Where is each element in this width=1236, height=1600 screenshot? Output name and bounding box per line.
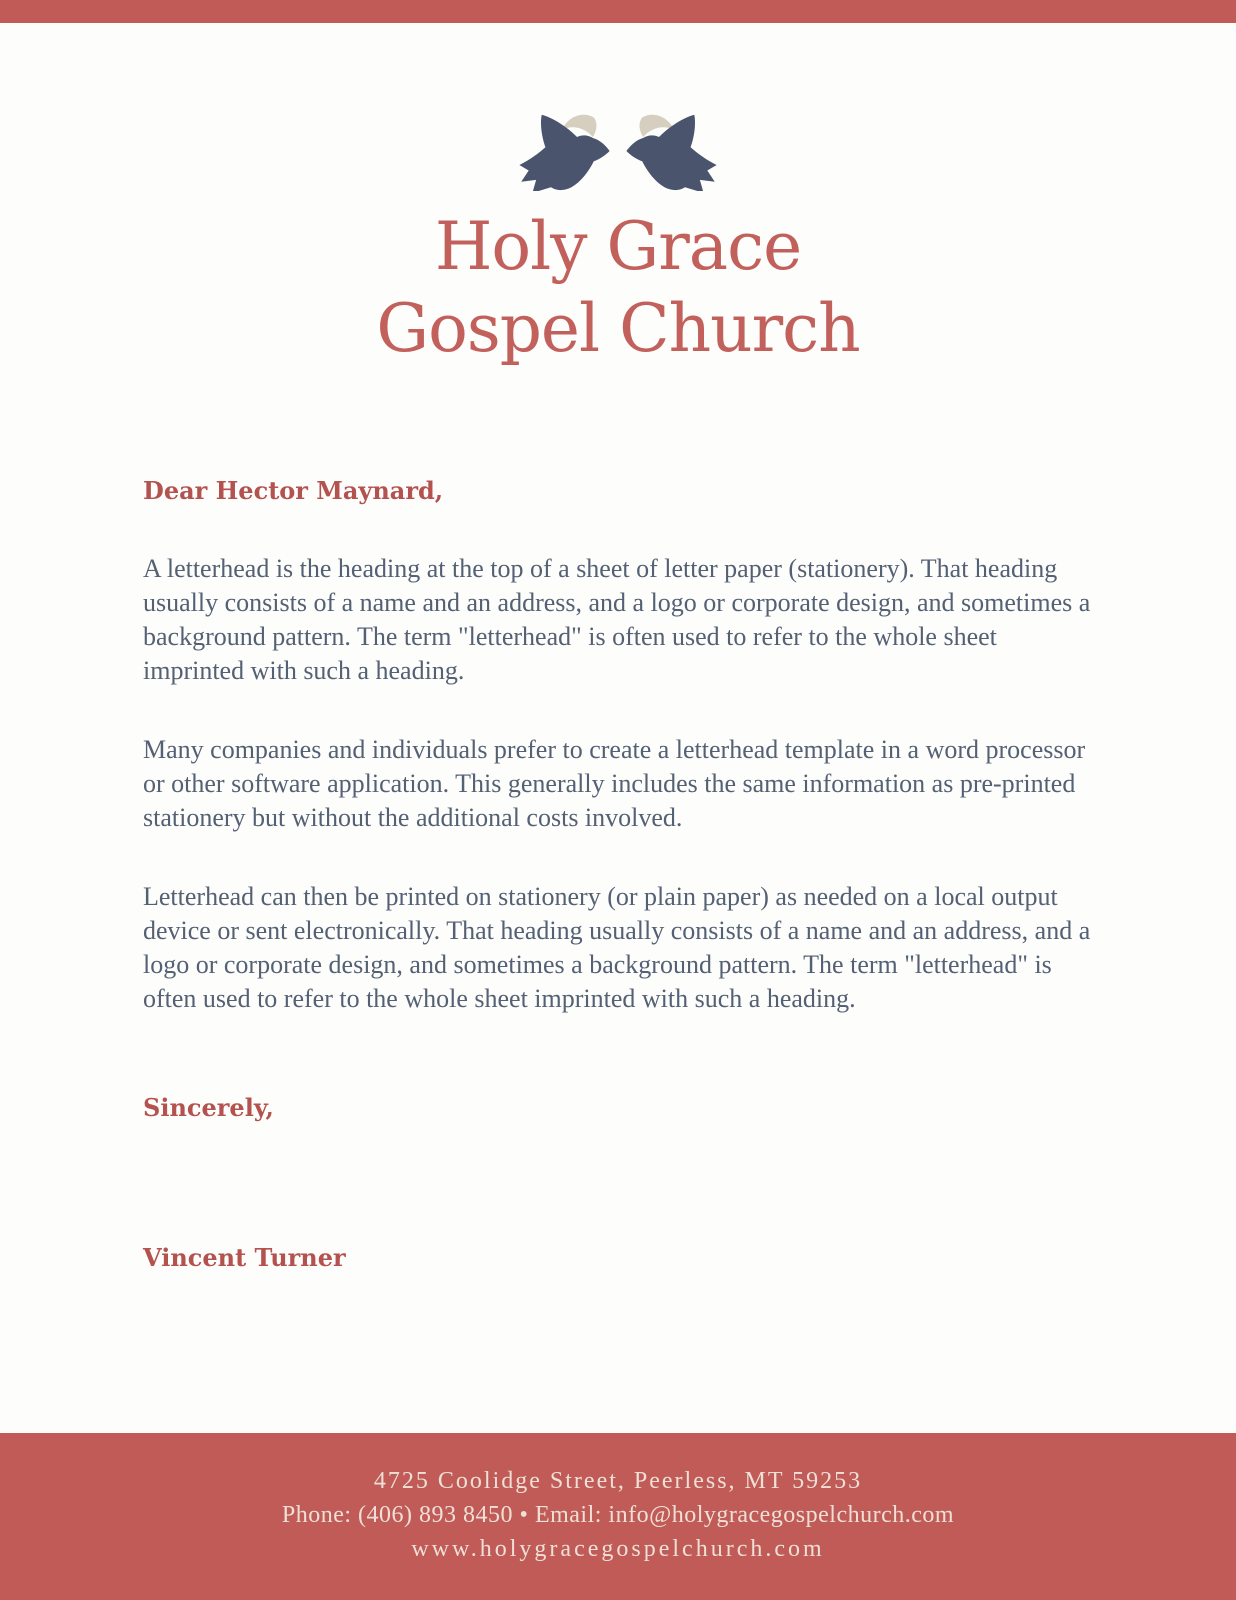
letter-body (143, 475, 1098, 1274)
paragraph-2: Many companies and individuals prefer to create a letterhead template in a word processor or other software application. This generally includes the same information as pre-printed stationery but without the additional costs involved. (143, 735, 1086, 832)
footer-address: 4725 Coolidge Street, Peerless, MT 59253 (373, 1468, 863, 1494)
footer-website: www.holygracegospelchurch.com (411, 1536, 825, 1562)
top-accent-bar (0, 0, 1236, 23)
greeting: Dear Hector Maynard, (143, 476, 444, 505)
twin-doves-icon (519, 111, 717, 191)
letterhead-header (0, 23, 1236, 370)
paragraph-3: Letterhead can then be printed on stationery (or plain paper) as needed on a local output device or sent electronically. That heading usually consists of a name and an address, and a logo or corporate design, and sometimes a background pattern. The term "letterhead" is often used to refer to the whole sheet imprinted with such a heading. (143, 882, 1091, 1013)
signature-name: Vincent Turner (143, 1243, 346, 1272)
footer (0, 1433, 1236, 1600)
closing: Sincerely, (143, 1093, 274, 1122)
logo (0, 23, 1236, 196)
church-name-line-1: Holy Grace (434, 208, 802, 285)
church-name (0, 206, 1236, 370)
footer-contact: Phone: (406) 893 8450 • Email: info@holygracegospelchurch.com (281, 1502, 955, 1528)
paragraph-1: A letterhead is the heading at the top of a sheet of letter paper (stationery). That heading usually consists of a name and an address, and a logo or corporate design, and sometimes a background pattern. The term "letterhead" is often used to refer to the whole sheet imprinted with such a heading. (143, 554, 1091, 685)
church-name-line-2: Gospel Church (376, 290, 860, 367)
